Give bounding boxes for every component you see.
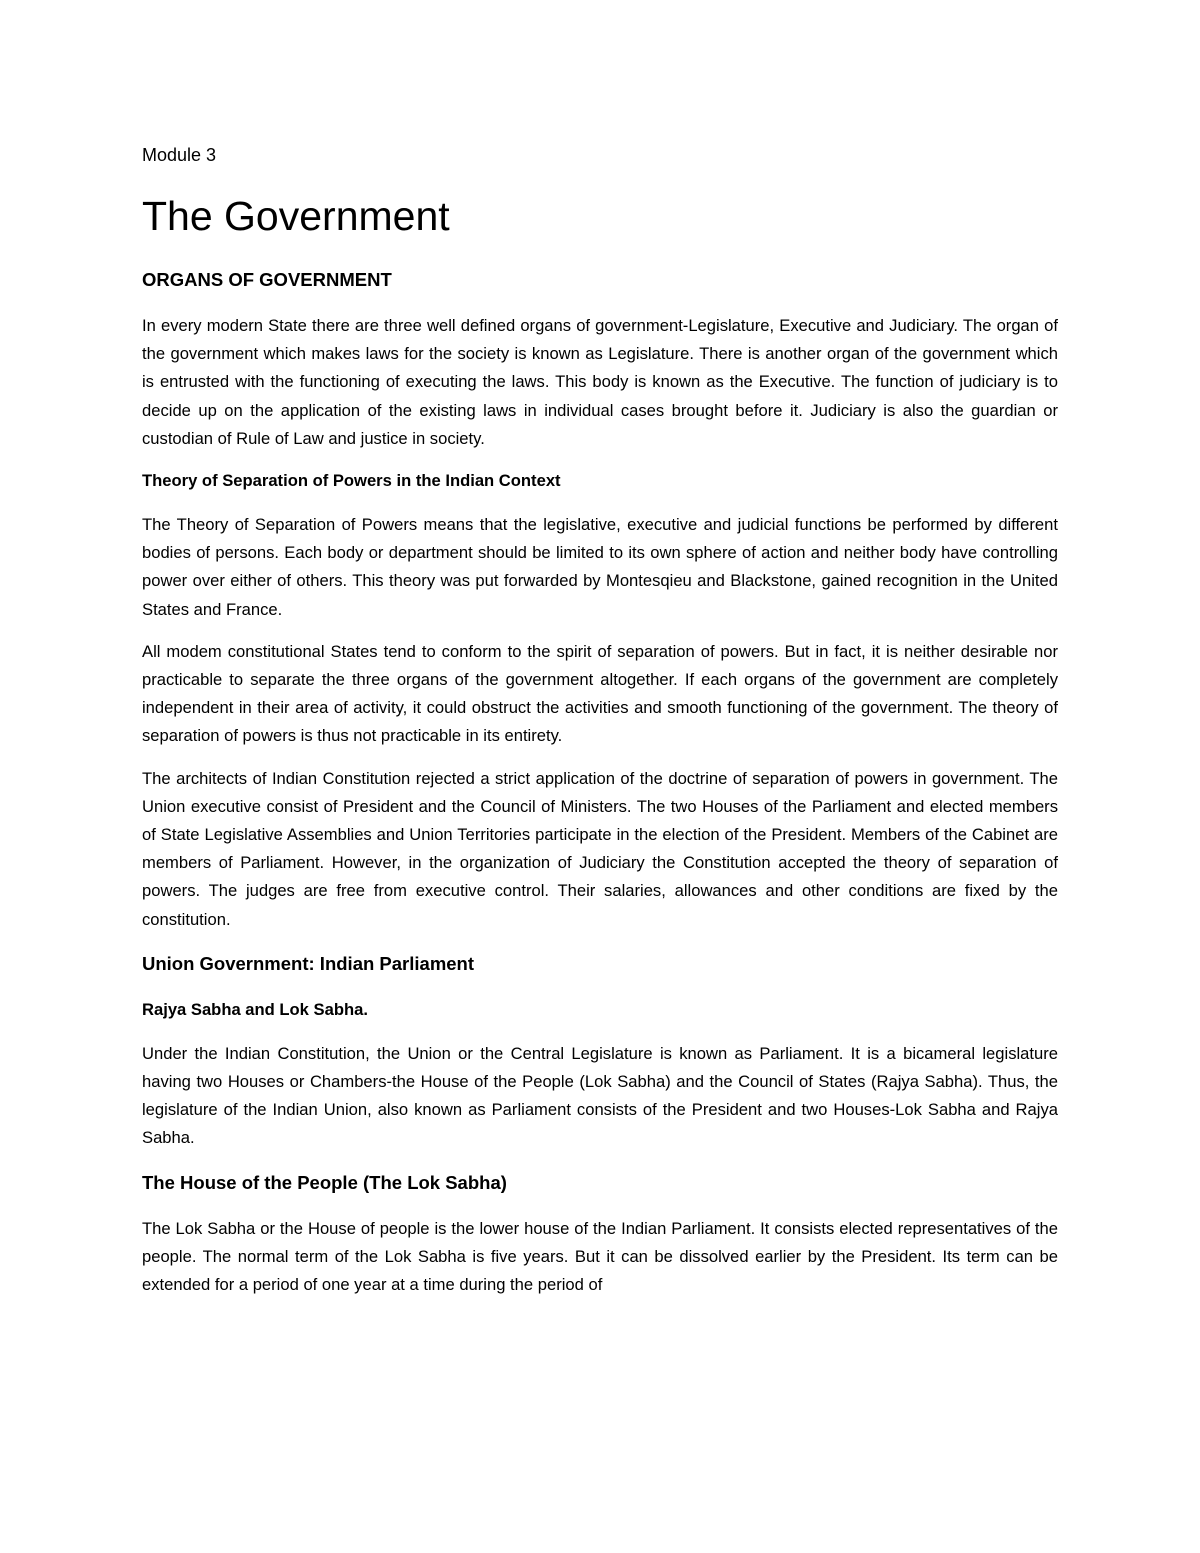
rajya-lok-heading: Rajya Sabha and Lok Sabha. bbox=[142, 999, 368, 1019]
theory-paragraph-2: All modem constitutional States tend to conform to the spirit of separation of powers. But in fact, it is neither desirable nor practicable to separate the three organs of the government altogether. If each organs of the government are completely independent in their area of activity, it could obstruct the activities and smooth functioning of the government. The theory of separation of powers is thus not practicable in its entirety. bbox=[142, 641, 1058, 746]
house-of-people-paragraph: The Lok Sabha or the House of people is the lower house of the Indian Parliament. It consists elected representatives of the people. The normal term of the Lok Sabha is five years. But it can be dissolved earlier by the President. Its term can be extended for a period of one year at a time during the period of bbox=[142, 1218, 1058, 1295]
house-of-people-heading: The House of the People (The Lok Sabha) bbox=[142, 1171, 507, 1193]
organs-paragraph: In every modern State there are three well defined organs of government-Legislature, Executive and Judiciary. The organ of the government which makes laws for the society is known as Legislature. There is another organ of the government which is entrusted with the functioning of executing the laws. This body is known as the Executive. The function of judiciary is to decide up on the application of the existing laws in individual cases brought before it. Judiciary is also the guardian or custodian of Rule of Law and justice in society. bbox=[142, 316, 1058, 448]
theory-paragraph-1: The Theory of Separation of Powers means that the legislative, executive and judicial functions be performed by different bodies of persons. Each body or department should be limited to its own sphere of action and neither body have controlling power over either of others. This theory was put forwarded by Montesqieu and Blackstone, gained recognition in the United States and France. bbox=[142, 515, 1058, 619]
union-heading: Union Government: Indian Parliament bbox=[142, 952, 475, 974]
document-title: The Government bbox=[142, 193, 450, 239]
document-body bbox=[142, 266, 1058, 1313]
module-label: Module 3 bbox=[142, 145, 217, 165]
theory-heading: Theory of Separation of Powers in the Indian Context bbox=[142, 471, 561, 491]
theory-paragraph-3: The architects of Indian Constitution rejected a strict application of the doctrine of separation of powers in government. The Union executive consist of President and the Council of Ministers. The two Houses of the Parliament and elected members of State Legislative Assemblies and Union Territories participate in the election of the President. Members of the Cabinet are members of Parliament. However, in the organization of Judiciary the Constitution accepted the theory of separation of powers. The judges are free from executive control. Their salaries, allowances and other conditions are fixed by the constitution. bbox=[142, 768, 1058, 929]
organs-heading: ORGANS OF GOVERNMENT bbox=[142, 269, 392, 290]
union-paragraph: Under the Indian Constitution, the Union or the Central Legislature is known as Parliament. It is a bicameral legislature having two Houses or Chambers-the House of the People (Lok Sabha) and the Council of States (Rajya Sabha). Thus, the legislature of the Indian Union, also known as Parliament consists of the President and two Houses-Lok Sabha and Rajya Sabha. bbox=[142, 1043, 1058, 1148]
